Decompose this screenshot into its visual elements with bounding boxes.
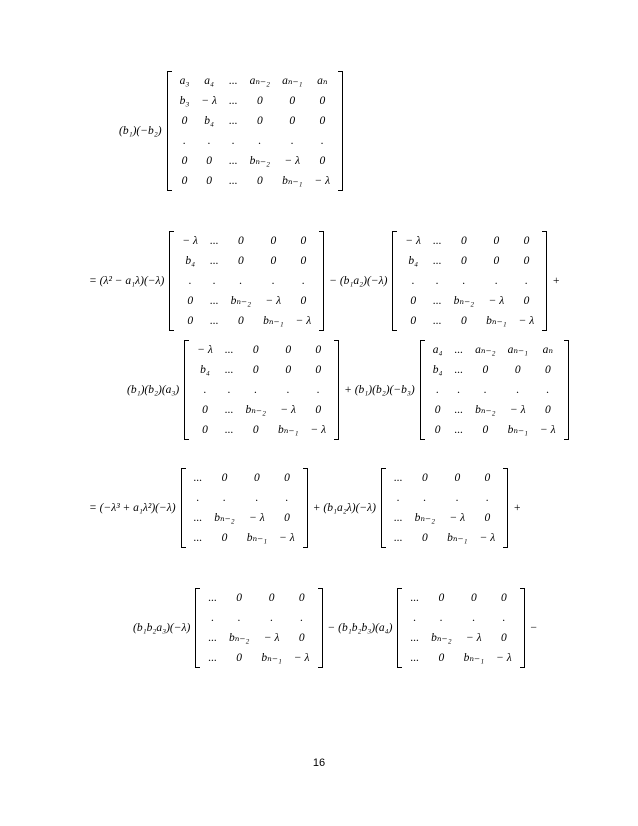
expression-term: + xyxy=(552,275,561,287)
page-number: 16 xyxy=(312,757,326,769)
matrix-entry: 0 xyxy=(319,95,326,107)
matrix-entry: 0 xyxy=(523,255,530,267)
matrix-entry: − λ xyxy=(405,235,422,247)
determinant-matrix xyxy=(195,588,322,668)
matrix-entry: . xyxy=(301,275,305,287)
matrix-entry: 0 xyxy=(544,404,551,416)
matrix-entry: bₙ₋₁ xyxy=(263,315,284,327)
matrix-entry: 0 xyxy=(319,115,326,127)
matrix-entry: 0 xyxy=(221,472,228,484)
matrix-entry: 0 xyxy=(284,472,290,484)
matrix-entry: . xyxy=(290,135,294,147)
matrix-entry: 0 xyxy=(300,235,307,247)
matrix-entry: 0 xyxy=(254,472,260,484)
matrix-entry: . xyxy=(472,612,476,624)
expression-term: (b₁)(b₂)(a₃) xyxy=(127,384,180,396)
matrix-entry: ... xyxy=(454,344,464,356)
matrix-entry: . xyxy=(223,492,226,504)
matrix-entry: ... xyxy=(228,95,238,107)
matrix-entry: 0 xyxy=(434,404,441,416)
matrix-entry: − λ xyxy=(197,344,213,356)
matrix-entry: b₄ xyxy=(200,364,210,376)
expression-term: + (b₁a₂λ)(−λ) xyxy=(312,502,376,514)
matrix-entry: − λ xyxy=(479,532,496,544)
matrix-entry: 0 xyxy=(206,175,213,187)
matrix-entry: 0 xyxy=(315,344,322,356)
matrix-entry: . xyxy=(254,384,258,396)
matrix-entry: 0 xyxy=(484,512,491,524)
matrix-entry: − λ xyxy=(201,95,217,107)
matrix-entry: 0 xyxy=(236,652,243,664)
matrix-entry: bₙ₋₂ xyxy=(431,632,452,644)
matrix-entry: . xyxy=(485,492,489,504)
matrix-entry: . xyxy=(188,275,192,287)
matrix-entry: ... xyxy=(224,364,234,376)
matrix-entry: 0 xyxy=(484,472,491,484)
matrix-entry: 0 xyxy=(270,255,277,267)
determinant-matrix xyxy=(167,71,344,191)
matrix-entry: 0 xyxy=(284,512,290,524)
matrix-entry: . xyxy=(396,492,400,504)
matrix-entry: bₙ₋₂ xyxy=(453,295,475,307)
matrix-entry: ... xyxy=(193,532,203,544)
matrix-entry: a₄ xyxy=(432,344,443,356)
expression-term: (b₁)(−b₂) xyxy=(119,125,162,137)
matrix-entry: 0 xyxy=(482,424,489,436)
matrix-entry: 0 xyxy=(202,404,208,416)
matrix-entry: aₙ₋₁ xyxy=(282,75,303,87)
matrix-entry: bₙ₋₂ xyxy=(414,512,436,524)
matrix-entry: aₙ xyxy=(542,344,554,356)
matrix-entry: . xyxy=(457,384,461,396)
matrix-entry: − λ xyxy=(509,404,526,416)
matrix-entry: − λ xyxy=(265,295,282,307)
matrix-entry: − λ xyxy=(279,532,295,544)
matrix-entry: 0 xyxy=(470,592,477,604)
matrix-entry: ... xyxy=(210,255,219,267)
matrix-entry: ... xyxy=(224,404,234,416)
expression-term: = (λ² − a₁λ)(−λ) xyxy=(89,275,165,287)
matrix-entry: . xyxy=(211,612,215,624)
matrix-entry: . xyxy=(227,384,231,396)
matrix-entry: 0 xyxy=(461,255,467,267)
matrix-entry: . xyxy=(212,275,216,287)
determinant-matrix xyxy=(181,468,308,548)
expression-term: = (−λ³ + a₁λ²)(−λ) xyxy=(89,502,176,514)
matrix-entry: bₙ₋₁ xyxy=(507,424,529,436)
matrix-entry: 0 xyxy=(300,255,307,267)
matrix-entry: 0 xyxy=(461,235,467,247)
matrix-entry: 0 xyxy=(421,472,428,484)
matrix-entry: 0 xyxy=(482,364,489,376)
matrix-entry: ... xyxy=(224,344,234,356)
matrix-entry: ... xyxy=(433,315,442,327)
matrix-entry: bₙ₋₂ xyxy=(475,404,496,416)
matrix-entry: . xyxy=(494,275,498,287)
matrix-entry: . xyxy=(413,612,417,624)
matrix-entry: . xyxy=(411,275,415,287)
matrix-entry: ... xyxy=(393,512,403,524)
matrix-entry: − λ xyxy=(488,295,505,307)
matrix-entry: ... xyxy=(410,652,420,664)
determinant-matrix xyxy=(420,340,569,440)
determinant-matrix xyxy=(392,231,547,331)
matrix-entry: . xyxy=(462,275,466,287)
matrix-entry: ... xyxy=(210,295,219,307)
matrix-entry: ... xyxy=(454,424,464,436)
matrix-entry: 0 xyxy=(237,315,244,327)
matrix-entry: ... xyxy=(433,255,442,267)
matrix-entry: ... xyxy=(228,155,238,167)
matrix-entry: − λ xyxy=(518,315,535,327)
matrix-entry: 0 xyxy=(410,315,417,327)
matrix-entry: 0 xyxy=(289,95,296,107)
matrix-entry: − λ xyxy=(310,424,327,436)
matrix-entry: ... xyxy=(433,235,442,247)
matrix-entry: . xyxy=(207,135,211,147)
matrix-entry: 0 xyxy=(315,364,322,376)
matrix-entry: − λ xyxy=(182,235,198,247)
matrix-entry: 0 xyxy=(252,364,259,376)
matrix-entry: . xyxy=(502,612,506,624)
matrix-entry: . xyxy=(320,135,324,147)
matrix-entry: b₄ xyxy=(432,364,443,376)
matrix-entry: 0 xyxy=(438,652,445,664)
matrix-entry: . xyxy=(203,384,207,396)
matrix-entry: 0 xyxy=(270,235,277,247)
matrix-entry: b₃ xyxy=(179,95,190,107)
matrix-entry: b₄ xyxy=(204,115,215,127)
determinant-matrix xyxy=(381,468,508,548)
matrix-entry: ... xyxy=(193,472,203,484)
matrix-entry: 0 xyxy=(523,295,530,307)
matrix-entry: . xyxy=(300,612,304,624)
matrix-entry: . xyxy=(285,492,289,504)
matrix-entry: bₙ₋₂ xyxy=(214,512,235,524)
matrix-entry: 0 xyxy=(523,235,530,247)
matrix-entry: 0 xyxy=(237,235,244,247)
matrix-entry: 0 xyxy=(206,155,213,167)
matrix-entry: − λ xyxy=(263,632,280,644)
matrix-entry: 0 xyxy=(285,344,292,356)
matrix-entry: 0 xyxy=(438,592,445,604)
matrix-entry: ... xyxy=(228,115,238,127)
matrix-entry: 0 xyxy=(256,115,263,127)
expression-term: + xyxy=(513,502,521,514)
matrix-entry: − λ xyxy=(249,512,265,524)
matrix-entry: ... xyxy=(410,592,420,604)
matrix-entry: . xyxy=(239,275,243,287)
matrix-entry: aₙ₋₂ xyxy=(475,344,496,356)
matrix-entry: . xyxy=(483,384,487,396)
matrix-entry: 0 xyxy=(187,315,194,327)
matrix-entry: b₄ xyxy=(408,255,419,267)
matrix-entry: ... xyxy=(193,512,203,524)
matrix-entry: 0 xyxy=(300,295,307,307)
equation-line-3 xyxy=(124,340,571,440)
matrix-entry: 0 xyxy=(319,155,326,167)
matrix-entry: . xyxy=(316,384,320,396)
expression-term: − (b₁a₂)(−λ) xyxy=(329,275,388,287)
matrix-entry: . xyxy=(231,135,235,147)
matrix-entry: ... xyxy=(208,652,217,664)
matrix-entry: bₙ₋₂ xyxy=(228,632,250,644)
matrix-entry: a₄ xyxy=(204,75,215,87)
determinant-matrix xyxy=(184,340,339,440)
expression-term: + (b₁)(b₂)(−b₃) xyxy=(344,384,415,396)
matrix-entry: . xyxy=(258,135,262,147)
matrix-entry: 0 xyxy=(421,532,428,544)
matrix-entry: − λ xyxy=(293,652,310,664)
matrix-entry: 0 xyxy=(221,532,228,544)
matrix-entry: ... xyxy=(454,364,464,376)
matrix-entry: 0 xyxy=(514,364,521,376)
matrix-entry: − λ xyxy=(496,652,512,664)
matrix-entry: ... xyxy=(228,175,238,187)
matrix-entry: aₙ₋₂ xyxy=(249,75,271,87)
matrix-entry: 0 xyxy=(252,424,259,436)
matrix-entry: . xyxy=(271,275,275,287)
matrix-entry: ... xyxy=(208,592,217,604)
equation-line-1 xyxy=(116,71,345,191)
matrix-entry: 0 xyxy=(252,344,259,356)
matrix-entry: ... xyxy=(208,632,217,644)
matrix-entry: ... xyxy=(410,632,420,644)
matrix-entry: . xyxy=(237,612,241,624)
matrix-entry: 0 xyxy=(285,364,292,376)
matrix-entry: 0 xyxy=(181,155,188,167)
matrix-entry: ... xyxy=(433,295,442,307)
determinant-matrix xyxy=(397,588,524,668)
matrix-entry: 0 xyxy=(181,115,188,127)
matrix-entry: bₙ₋₁ xyxy=(261,652,282,664)
matrix-entry: − λ xyxy=(466,632,482,644)
matrix-entry: 0 xyxy=(289,115,296,127)
matrix-entry: 0 xyxy=(454,472,461,484)
matrix-entry: ... xyxy=(210,315,219,327)
expression-term: − (b₁b₂b₃)(a₄) xyxy=(327,622,393,634)
equation-line-4 xyxy=(86,468,524,548)
matrix-entry: . xyxy=(423,492,427,504)
expression-term: − xyxy=(529,622,538,634)
expression-term: (b₁b₂a₃)(−λ) xyxy=(133,622,191,634)
matrix-entry: 0 xyxy=(181,175,188,187)
matrix-entry: 0 xyxy=(202,424,208,436)
matrix-entry: 0 xyxy=(434,424,441,436)
matrix-entry: bₙ₋₁ xyxy=(246,532,268,544)
matrix-entry: 0 xyxy=(501,632,507,644)
matrix-entry: 0 xyxy=(493,235,500,247)
matrix-entry: . xyxy=(435,275,439,287)
matrix-entry: . xyxy=(286,384,290,396)
matrix-entry: 0 xyxy=(501,592,507,604)
matrix-entry: . xyxy=(525,275,528,287)
matrix-entry: . xyxy=(516,384,520,396)
matrix-entry: . xyxy=(255,492,259,504)
matrix-entry: bₙ₋₁ xyxy=(447,532,468,544)
equation-line-5 xyxy=(130,588,540,668)
matrix-entry: bₙ₋₂ xyxy=(249,155,271,167)
matrix-entry: bₙ₋₂ xyxy=(245,404,266,416)
matrix-entry: − λ xyxy=(295,315,312,327)
matrix-entry: 0 xyxy=(544,364,551,376)
matrix-entry: b₄ xyxy=(185,255,196,267)
matrix-entry: − λ xyxy=(314,175,331,187)
matrix-entry: 0 xyxy=(410,295,417,307)
matrix-entry: − λ xyxy=(449,512,466,524)
matrix-entry: ... xyxy=(393,472,403,484)
matrix-entry: aₙ xyxy=(317,75,328,87)
matrix-entry: − λ xyxy=(280,404,297,416)
matrix-entry: ... xyxy=(224,424,234,436)
matrix-entry: ... xyxy=(454,404,464,416)
matrix-entry: ... xyxy=(210,235,219,247)
matrix-entry: ... xyxy=(228,75,238,87)
matrix-entry: − λ xyxy=(284,155,301,167)
matrix-entry: 0 xyxy=(237,255,244,267)
matrix-entry: . xyxy=(270,612,274,624)
matrix-entry: . xyxy=(455,492,459,504)
matrix-entry: 0 xyxy=(187,295,194,307)
matrix-entry: bₙ₋₁ xyxy=(486,315,507,327)
matrix-entry: 0 xyxy=(315,404,322,416)
matrix-entry: ... xyxy=(393,532,403,544)
matrix-entry: 0 xyxy=(268,592,275,604)
matrix-entry: 0 xyxy=(256,175,263,187)
matrix-entry: . xyxy=(436,384,440,396)
matrix-entry: 0 xyxy=(461,315,467,327)
matrix-entry: 0 xyxy=(298,592,305,604)
matrix-entry: 0 xyxy=(236,592,243,604)
matrix-entry: 0 xyxy=(298,632,305,644)
matrix-entry: . xyxy=(183,135,186,147)
matrix-entry: . xyxy=(439,612,443,624)
matrix-entry: 0 xyxy=(256,95,263,107)
matrix-entry: − λ xyxy=(540,424,556,436)
matrix-entry: . xyxy=(546,384,550,396)
matrix-entry: bₙ₋₁ xyxy=(277,424,299,436)
equation-line-2 xyxy=(86,231,563,331)
matrix-entry: a₃ xyxy=(179,75,190,87)
matrix-entry: bₙ₋₂ xyxy=(230,295,252,307)
matrix-entry: bₙ₋₁ xyxy=(463,652,485,664)
matrix-entry: bₙ₋₁ xyxy=(282,175,303,187)
matrix-entry: aₙ₋₁ xyxy=(507,344,529,356)
determinant-matrix xyxy=(169,231,324,331)
matrix-entry: . xyxy=(196,492,200,504)
matrix-entry: 0 xyxy=(493,255,500,267)
